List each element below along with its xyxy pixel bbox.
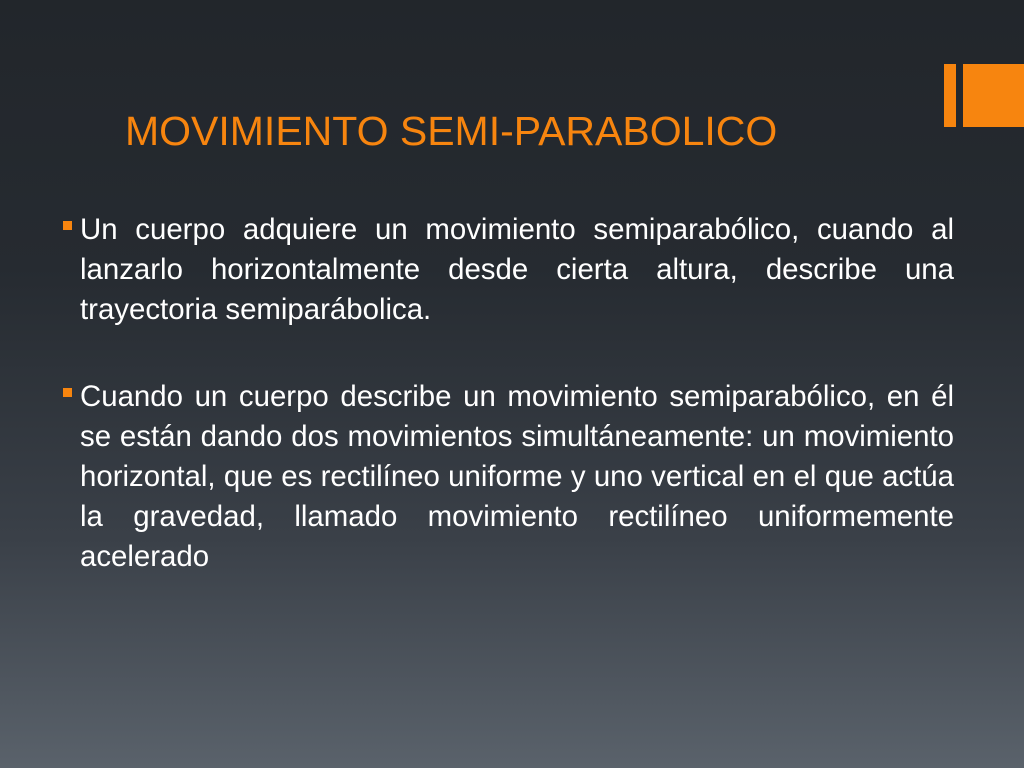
decorative-accent-bar-thin	[944, 64, 956, 127]
bullet-text: Cuando un cuerpo describe un movimiento semiparabólico, en él se están dando dos movimientos simultáneamente: un movimiento horizontal, que es rectilíneo uniforme y uno vertical en el que actúa la gravedad, llamado movimiento rectilíneo uniformemente acelerado	[80, 380, 954, 573]
bullet-item	[80, 377, 954, 577]
bullet-text: Un cuerpo adquiere un movimiento semiparabólico, cuando al lanzarlo horizontalmente desde cierta altura, describe una trayectoria semiparábolica.	[80, 213, 954, 326]
bullet-item	[80, 210, 954, 330]
bullet-square-icon	[63, 388, 72, 397]
slide-title: MOVIMIENTO SEMI-PARABOLICO	[125, 108, 778, 154]
bullet-square-icon	[63, 221, 72, 230]
bullet-list	[80, 210, 954, 577]
decorative-accent-bar-thick	[963, 64, 1024, 127]
